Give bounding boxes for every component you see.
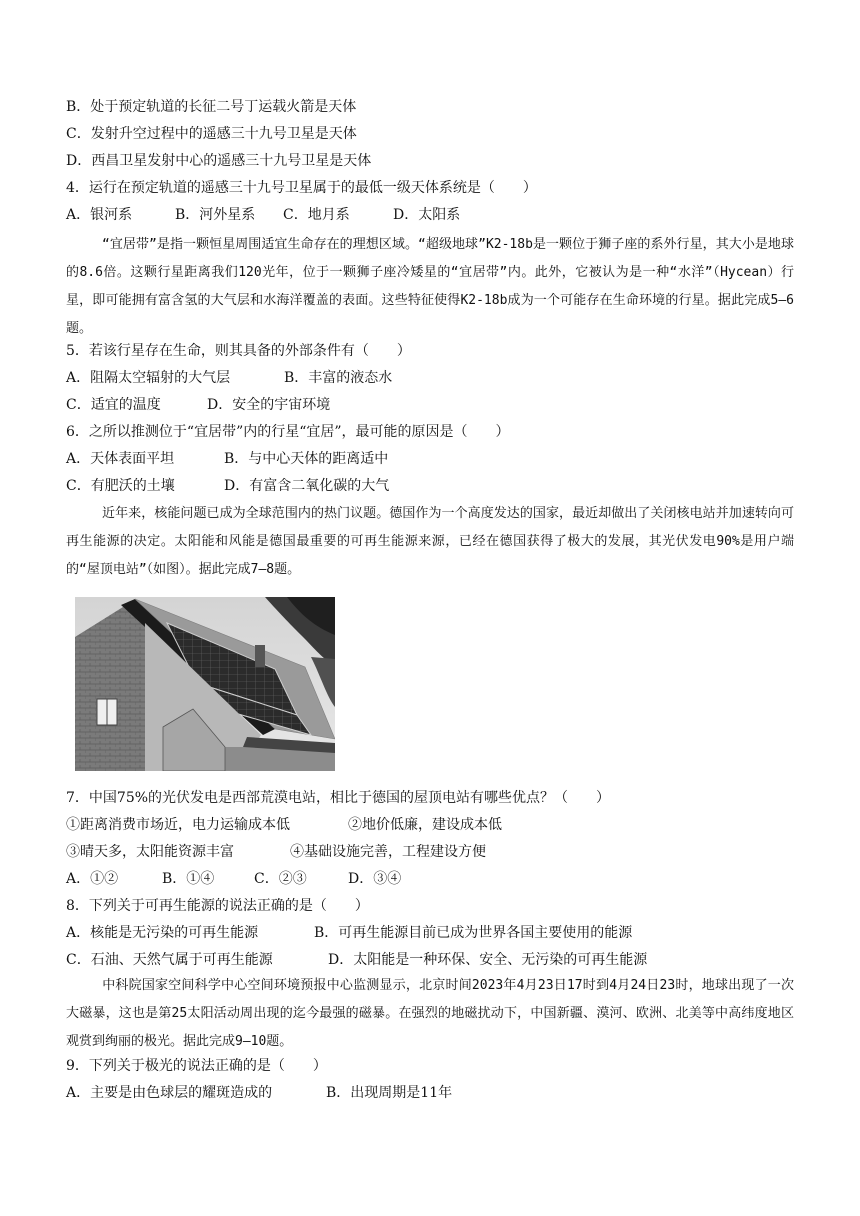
q7-option-a: A．①② <box>66 871 119 887</box>
q8-option-a: A．核能是无污染的可再生能源 <box>66 925 259 941</box>
q8-option-b: B．可再生能源目前已成为世界各国主要使用的能源 <box>314 925 633 941</box>
q7-stem: 7．中国75%的光伏发电是西部荒漠电站，相比于德国的屋顶电站有哪些优点？（ ） <box>66 790 611 806</box>
q9-option-a: A．主要是由色球层的耀斑造成的 <box>66 1085 273 1101</box>
q7-statement-2: ②地价低廉，建设成本低 <box>348 817 502 833</box>
q7-statements-row1 <box>66 815 502 835</box>
q6-options-row2 <box>66 476 389 496</box>
q5-options-row2 <box>66 395 330 415</box>
q5-option-c: C．适宜的温度 <box>66 397 161 413</box>
passage-geomagnetic-storm <box>66 972 794 1056</box>
q6-stem: 6．之所以推测位于“宜居带”内的行星“宜居”，最可能的原因是（ ） <box>66 424 510 440</box>
q6-option-d: D．有富含二氧化碳的大气 <box>224 478 390 494</box>
q6-options-row1 <box>66 449 388 469</box>
q5-option-d: D．安全的宇宙环境 <box>207 397 331 413</box>
rooftop-solar-photo <box>75 597 335 771</box>
q9-option-b: B．出现周期是11年 <box>326 1085 453 1101</box>
passage-habitable-text: “宜居带”是指一颗恒星周围适宜生命存在的理想区域。“超级地球”K2-18b是一颗位于狮子座的系外行星，其大小是地球的8.6倍。这颗行星距离我们120光年，位于一颗狮子座冷矮星的“宜居带”内。此外，它被认为是一种“水洋”（Hycean）行星，即可能拥有富含氢的大气层和水海洋覆盖的表面。这些特征使得K2-18b成为一个可能存在生命环境的行星。据此完成5—6题。 <box>66 237 794 336</box>
q8-option-d: D．太阳能是一种环保、安全、无污染的可再生能源 <box>328 952 648 968</box>
q6-option-b: B．与中心天体的距离适中 <box>224 451 389 467</box>
q4-option-d: D．太阳系 <box>393 207 461 223</box>
passage-nuclear-text: 近年来，核能问题已成为全球范围内的热门议题。德国作为一个高度发达的国家，最近却做出了关闭核电站并加速转向可再生能源的决定。太阳能和风能是德国最重要的可再生能源来源，已经在德国获得了极大的发展，其光伏发电90%是用户端的“屋顶电站”（如图）。据此完成7—8题。 <box>66 506 794 577</box>
passage-habitable-zone <box>66 231 794 343</box>
q3-option-b: B．处于预定轨道的长征二号丁运载火箭是天体 <box>66 99 357 115</box>
q5-options-row1 <box>66 368 392 388</box>
q6-option-c: C．有肥沃的土壤 <box>66 478 175 494</box>
q4-stem: 4．运行在预定轨道的遥感三十九号卫星属于的最低一级天体系统是（ ） <box>66 180 537 196</box>
q8-option-c: C．石油、天然气属于可再生能源 <box>66 952 273 968</box>
q7-option-d: D．③④ <box>348 871 402 887</box>
q9-stem: 9．下列关于极光的说法正确的是（ ） <box>66 1058 327 1074</box>
q7-options <box>66 869 401 889</box>
q8-options-row1 <box>66 923 632 943</box>
q7-statement-4: ④基础设施完善，工程建设方便 <box>290 844 486 860</box>
q5-option-b: B．丰富的液态水 <box>284 370 393 386</box>
q7-statement-1: ①距离消费市场近，电力运输成本低 <box>66 817 290 833</box>
q3-option-c: C．发射升空过程中的遥感三十九号卫星是天体 <box>66 126 357 142</box>
passage-nuclear-energy <box>66 500 794 584</box>
q8-stem: 8．下列关于可再生能源的说法正确的是（ ） <box>66 898 369 914</box>
q8-options-row2 <box>66 950 647 970</box>
q4-options <box>66 205 460 225</box>
q4-option-a: A．银河系 <box>66 207 133 223</box>
q7-option-b: B．①④ <box>162 871 215 887</box>
q4-option-c: C．地月系 <box>283 207 350 223</box>
q7-statements-row2 <box>66 842 486 862</box>
q7-option-c: C．②③ <box>254 871 307 887</box>
q5-stem: 5．若该行星存在生命，则其具备的外部条件有（ ） <box>66 343 411 359</box>
q4-option-b: B．河外星系 <box>175 207 256 223</box>
q6-option-a: A．天体表面平坦 <box>66 451 175 467</box>
q5-option-a: A．阻隔太空辐射的大气层 <box>66 370 231 386</box>
passage-storm-text: 中科院国家空间科学中心空间环境预报中心监测显示，北京时间2023年4月23日17时到4月24日23时，地球出现了一次大磁暴，这也是第25太阳活动周出现的迄今最强的磁暴。在强烈的地磁扰动下，中国新疆、漠河、欧洲、北美等中高纬度地区观赏到绚丽的极光。据此完成9—10题。 <box>66 978 794 1049</box>
q7-statement-3: ③晴天多，太阳能资源丰富 <box>66 844 234 860</box>
q3-option-d: D．西昌卫星发射中心的遥感三十九号卫星是天体 <box>66 153 372 169</box>
q9-options-row1 <box>66 1083 452 1103</box>
